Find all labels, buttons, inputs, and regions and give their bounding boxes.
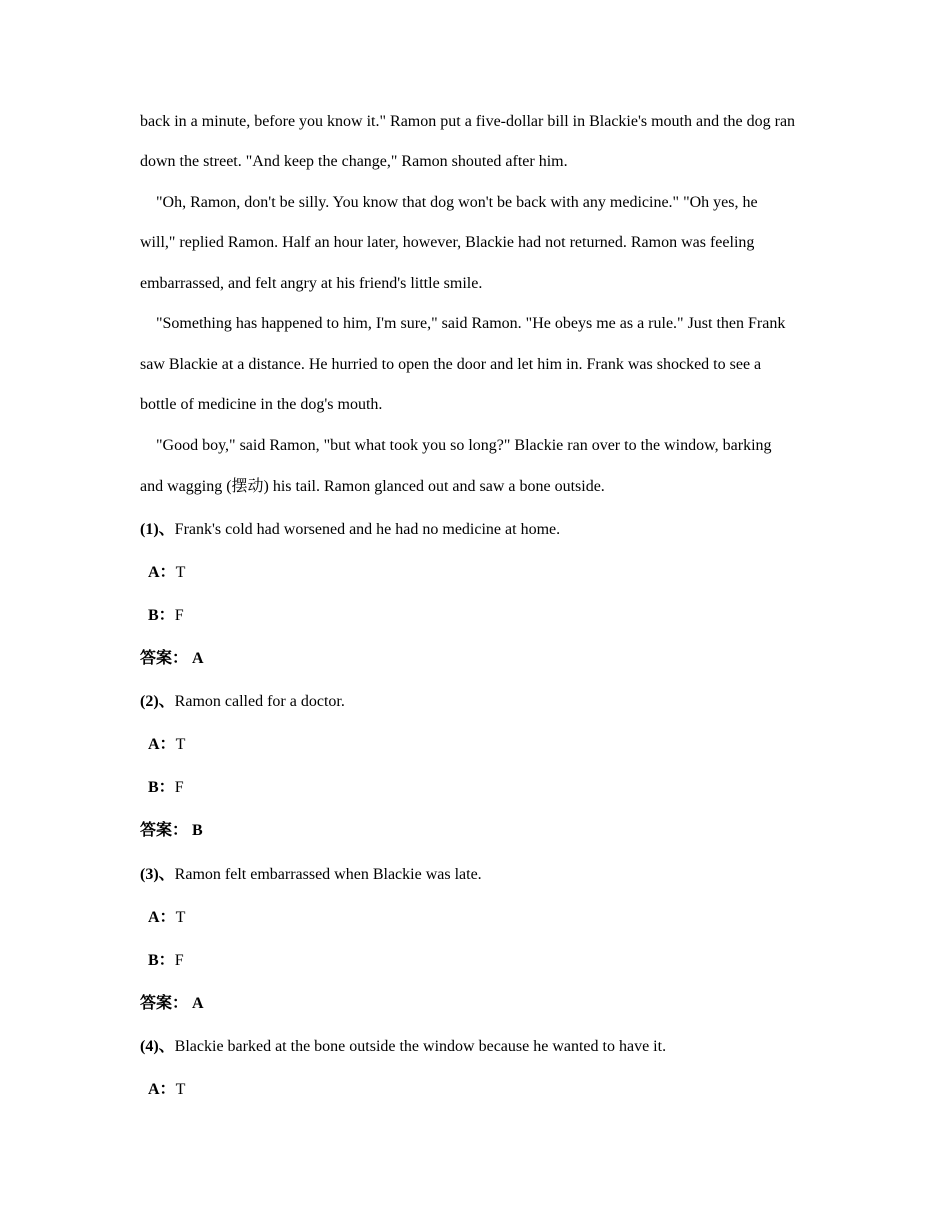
option-label: B：: [148, 952, 175, 969]
question-number: (1)、: [140, 521, 175, 538]
passage-line: back in a minute, before you know it." Ramon put a five-dollar bill in Blackie's mouth and the dog ran: [140, 113, 796, 130]
passage-line: bottle of medicine in the dog's mouth.: [140, 396, 383, 413]
question-number: (3)、: [140, 866, 175, 883]
option-b: [148, 951, 184, 971]
answer-line: [140, 649, 204, 669]
option-value: T: [175, 736, 186, 753]
question-text: Frank's cold had worsened and he had no medicine at home.: [174, 521, 561, 538]
question-text: Blackie barked at the bone outside the window because he wanted to have it.: [174, 1038, 667, 1055]
passage-line: "Good boy," said Ramon, "but what took you so long?" Blackie ran over to the window, barking: [156, 437, 772, 454]
answer-line: [140, 994, 204, 1014]
option-label: B：: [148, 607, 175, 624]
question-1: [140, 520, 560, 540]
passage-line: "Something has happened to him, I'm sure," said Ramon. "He obeys me as a rule." Just then Frank: [156, 315, 786, 332]
option-label: A：: [148, 564, 176, 581]
passage-line: embarrassed, and felt angry at his friend's little smile.: [140, 275, 483, 292]
answer-value: A: [192, 995, 204, 1012]
option-value: F: [174, 952, 184, 969]
option-label: B：: [148, 779, 175, 796]
answer-line: [140, 821, 203, 841]
passage-line: down the street. "And keep the change," Ramon shouted after him.: [140, 153, 568, 170]
option-a: [148, 908, 185, 928]
passage-line: will," replied Ramon. Half an hour later, however, Blackie had not returned. Ramon was feeling: [140, 234, 755, 251]
answer-value: A: [192, 650, 204, 667]
question-text: Ramon felt embarrassed when Blackie was late.: [174, 866, 482, 883]
question-text: Ramon called for a doctor.: [174, 693, 345, 710]
answer-label: 答案：: [140, 995, 189, 1012]
question-3: [140, 865, 482, 885]
option-a: [148, 735, 185, 755]
passage-line: saw Blackie at a distance. He hurried to open the door and let him in. Frank was shocked to see a: [140, 356, 762, 373]
option-label: A：: [148, 909, 176, 926]
option-a: [148, 563, 185, 583]
option-b: [148, 778, 184, 798]
option-value: T: [175, 1081, 186, 1098]
option-value: F: [174, 607, 184, 624]
answer-label: 答案：: [140, 650, 189, 667]
question-4: [140, 1037, 666, 1057]
question-number: (2)、: [140, 693, 175, 710]
answer-label: 答案：: [140, 822, 189, 839]
option-a: [148, 1080, 185, 1100]
question-number: (4)、: [140, 1038, 175, 1055]
option-value: T: [175, 909, 186, 926]
question-2: [140, 692, 345, 712]
option-value: T: [175, 564, 186, 581]
option-label: A：: [148, 1081, 176, 1098]
passage-line: and wagging (摆动) his tail. Ramon glanced out and saw a bone outside.: [140, 478, 605, 495]
option-b: [148, 606, 184, 626]
answer-value: B: [192, 822, 203, 839]
option-label: A：: [148, 736, 176, 753]
option-value: F: [174, 779, 184, 796]
passage-line: "Oh, Ramon, don't be silly. You know that dog won't be back with any medicine." "Oh yes, he: [156, 194, 758, 211]
